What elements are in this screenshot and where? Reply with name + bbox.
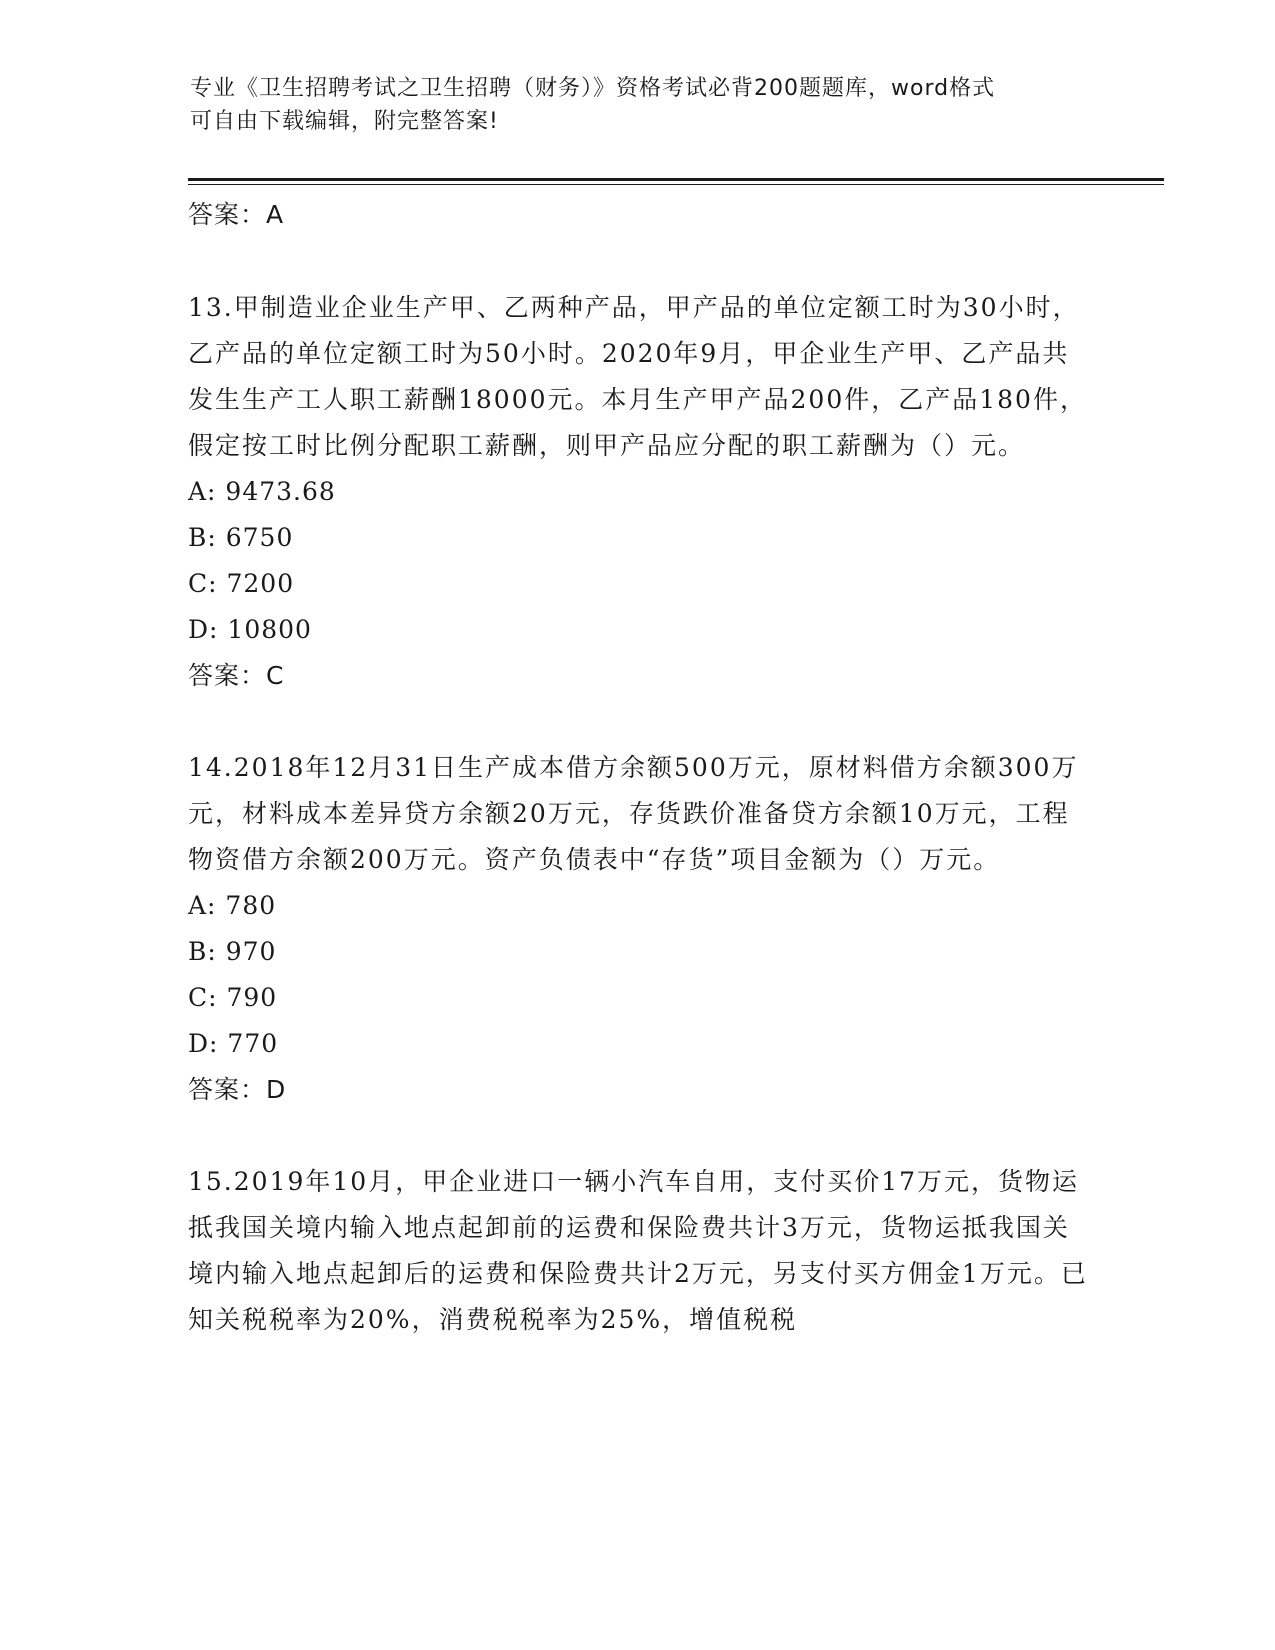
header-line-1: 专业《卫生招聘考试之卫生招聘（财务）》资格考试必背200题题库，word格式	[190, 76, 996, 101]
option-c: C: 790	[188, 983, 278, 1012]
option-b: B: 970	[188, 937, 277, 966]
answer-q14: 答案：D	[188, 1075, 287, 1104]
question-14	[188, 745, 1088, 1113]
header-line-2: 可自由下载编辑，附完整答案!	[190, 109, 499, 134]
question-stem: 13.甲制造业企业生产甲、乙两种产品，甲产品的单位定额工时为30小时，乙产品的单位定额工时为50小时。2020年9月，甲企业生产甲、乙产品共发生生产工人职工薪酬18000元。本月生产甲产品200件，乙产品180件，假定按工时比例分配职工薪酬，则甲产品应分配的职工薪酬为（）元。	[188, 293, 1087, 460]
header-rule-thick	[188, 178, 1164, 181]
option-a: A: 780	[188, 891, 277, 920]
question-stem: 14.2018年12月31日生产成本借方余额500万元，原材料借方余额300万元，材料成本差异贷方余额20万元，存货跌价准备贷方余额10万元，工程物资借方余额200万元。资产负债表中“存货”项目金额为（）万元。	[188, 753, 1079, 874]
question-stem: 15.2019年10月，甲企业进口一辆小汽车自用，支付买价17万元，货物运抵我国关境内输入地点起卸前的运费和保险费共计3万元，货物运抵我国关境内输入地点起卸后的运费和保险费共计2万元，另支付买方佣金1万元。已知关税税率为20%，消费税税率为25%，增值税税	[188, 1167, 1088, 1334]
answer-q13: 答案：C	[188, 661, 285, 690]
option-b: B: 6750	[188, 523, 294, 552]
answer-q12: 答案：A	[188, 200, 285, 229]
question-15	[188, 1159, 1088, 1343]
option-d: D: 770	[188, 1029, 279, 1058]
header-rule-thin	[188, 184, 1164, 185]
document-header	[190, 72, 1090, 138]
option-a: A: 9473.68	[188, 477, 336, 506]
main-content	[188, 190, 1088, 1389]
option-c: C: 7200	[188, 569, 295, 598]
option-d: D: 10800	[188, 615, 312, 644]
question-13	[188, 285, 1088, 699]
